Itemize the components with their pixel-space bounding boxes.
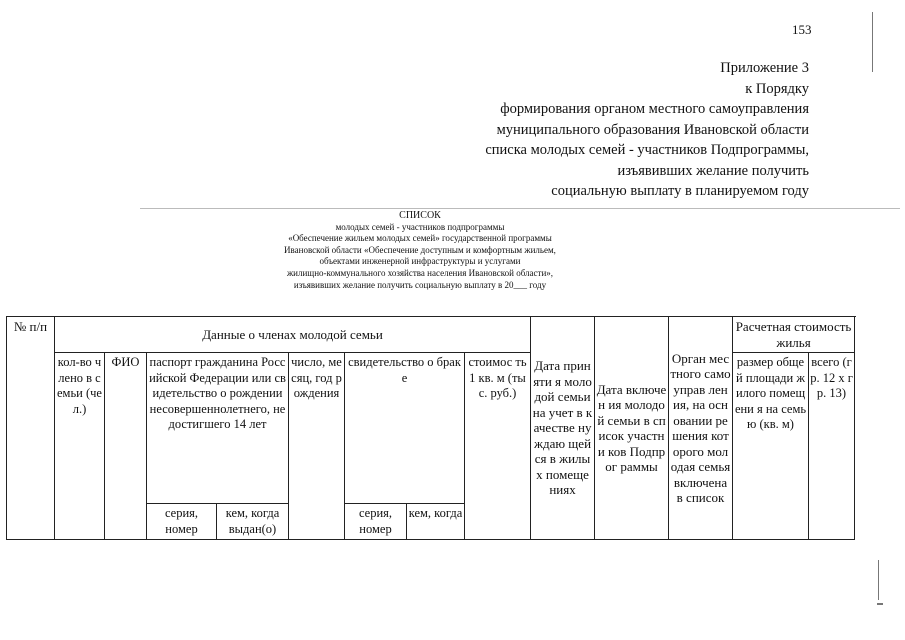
col-passport-header: паспорт гражданина Российской Федерации или свидетельство о рождении несовершеннолетнего, не достигшего 14 лет	[147, 353, 289, 504]
col-number-header: № п/п	[7, 317, 55, 540]
appendix-line: Приложение 3	[720, 60, 809, 76]
appendix-line: к Порядку	[745, 80, 809, 97]
heading-line: «Обеспечение жильем молодых семей» государственной программы	[288, 233, 552, 244]
col-family-count-header: кол-во члено в семьи (чел.)	[55, 353, 105, 540]
heading-title: СПИСОК	[399, 210, 441, 221]
scan-artifact	[878, 560, 879, 600]
heading-line: Ивановской области «Обеспечение доступным и комфортным жильем,	[284, 244, 556, 255]
scan-artifact	[877, 603, 883, 605]
appendix-line: изъявивших желание получить	[617, 162, 809, 179]
appendix-line: списка молодых семей - участников Подпрограммы,	[485, 142, 809, 158]
col-cost-sqm-header: стоимос ть 1 кв. м (тыс. руб.)	[465, 353, 531, 540]
col-marriage-header: свидетельство о браке	[345, 353, 465, 504]
sub-marriage-issued-header: кем, когда	[407, 504, 465, 540]
appendix-line: муниципального образования Ивановской области	[496, 121, 809, 138]
group-family-header: Данные о членах молодой семьи	[55, 317, 531, 353]
col-birth-date-header: число, месяц, год рождения	[289, 353, 345, 540]
scan-divider-line	[140, 208, 900, 209]
sub-passport-issued-header: кем, когда выдан(о)	[217, 504, 289, 540]
document-heading	[200, 210, 640, 291]
heading-line: изъявивших желание получить социальную выплату в 20___ году	[293, 279, 547, 290]
group-cost-header: Расчетная стоимость жилья	[733, 317, 855, 353]
col-total-header: всего (гр. 12 х гр. 13)	[809, 353, 855, 540]
page-number: 153	[792, 22, 812, 37]
col-area-header: размер общей площади жилого помещени я на семью (кв. м)	[733, 353, 809, 540]
sub-marriage-series-header: серия, номер	[345, 504, 407, 540]
col-date-accept-header: Дата приняти я молодой семьи на учет в качестве нуждаю щейся в жилых помеще ниях	[531, 317, 595, 540]
scan-artifact	[872, 12, 873, 72]
families-list-table	[6, 316, 855, 540]
sub-passport-series-header: серия, номер	[147, 504, 217, 540]
appendix-line: социальную выплату в планируемом году	[551, 183, 809, 199]
appendix-header	[389, 58, 809, 202]
col-fio-header: ФИО	[105, 353, 147, 540]
heading-line: объектами инженерной инфраструктуры и услугами	[319, 256, 521, 267]
appendix-line: формирования органом местного самоуправления	[500, 101, 809, 117]
heading-line: жилищно-коммунального хозяйства населения Ивановской области»,	[286, 267, 554, 278]
heading-line: молодых семей - участников подпрограммы	[335, 221, 505, 232]
col-date-include-header: Дата включен ия молодой семьи в список участни ков Подпрог раммы	[595, 317, 669, 540]
col-organ-header: Орган местного самоуправ ления, на основании решения которого молодая семья включена в список	[669, 317, 733, 540]
